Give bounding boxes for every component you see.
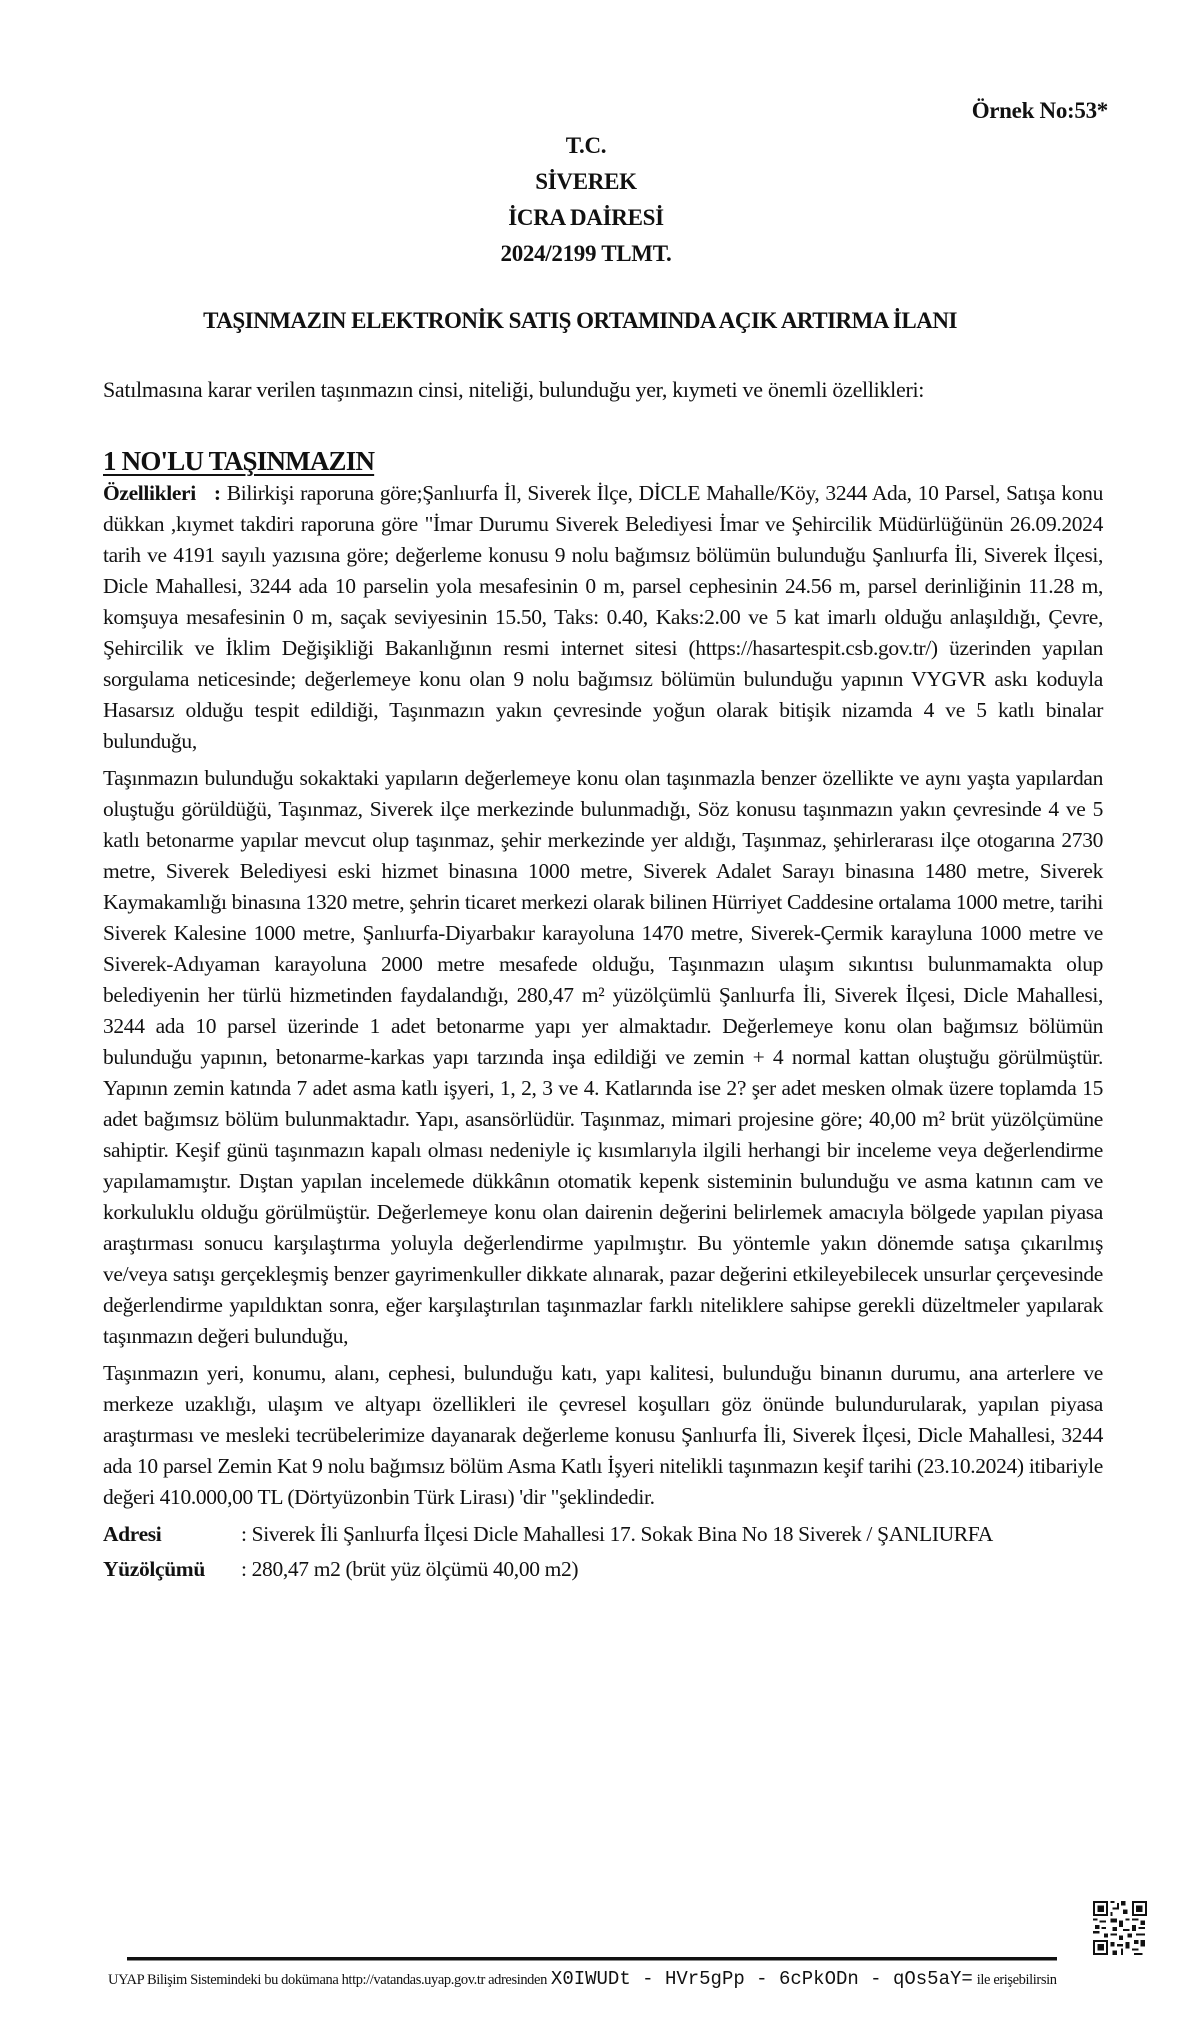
footer-access-code: X0IWUDt - HVr5gPp - 6cPkODn - qOs5aY= [550, 1968, 973, 1990]
document-title: TAŞINMAZIN ELEKTRONİK SATIŞ ORTAMINDA AÇIK ARTIRMA İLANI [203, 308, 957, 333]
header-office: İCRA DAİRESİ [508, 205, 664, 230]
features-colon: : [213, 481, 221, 505]
features-paragraph-2: Taşınmazın bulunduğu sokaktaki yapıların değerlemeye konu olan taşınmazla benzer özellikte ve aynı yaşta yapılardan oluştuğu görüldüğü, Taşınmaz, Siverek ilçe merkezinde bulunmadığı, Söz konusu taşınmazın yakın çevresinde 4 ve 5 katlı betonarme yapılar mevcut olup taşınmaz, şehir merkezinde yer aldığı, Taşınmaz, şehirlerarası ilçe otogarına 2730 metre, Siverek Belediyesi eski hizmet binasına 1000 metre, Siverek Adalet Sarayı binasına 1480 metre, Siverek Kaymakamlığı binasına 1320 metre, şehrin ticaret merkezi olarak bilinen Hürriyet Caddesine ortalama 1000 metre, tarihi Siverek Kalesine 1000 metre, Şanlıurfa-Diyarbakır karayoluna 1470 metre, Siverek-Çermik karayluna 1000 metre ve Siverek-Adıyaman karayoluna 2000 metre mesafede olduğu, Taşınmazın ulaşım sıkıntısı bulunmamakta olup belediyenin her türlü hizmetinden faydalandığı, 280,47 m² yüzölçümlü Şanlıurfa İli, Siverek İlçesi, Dicle Mahallesi, 3244 ada 10 parsel üzerinde 1 adet betonarme yapı yer almaktadır. Değerlemeye konu olan bağımsız bölümün bulunduğu yapının, betonarme-karkas yapı tarzında inşa edildiği ve zemin + 4 normal kattan oluştuğu görülmüştür. Yapının zemin katında 7 adet asma katlı işyeri, 1, 2, 3 ve 4. Katlarında ise 2? şer adet mesken olmak üzere toplamda 15 adet bağımsız bölüm bulunmaktadır. Yapı, asansörlüdür. Taşınmaz, mimari projesine göre; 40,00 m² brüt yüzölçümüne sahiptir. Keşif günü taşınmazın kapalı olması nedeniyle iç kısımlarıyla ilgili herhangi bir inceleme veya değerlendirme yapılamamıştır. Dıştan yapılan incelemede dükkânın otomatik kepenk sisteminin bulunduğu ve asma katının cam ve korkuluklu olduğu görülmüştür. Değerlemeye konu olan dairenin değerini belirlemek amacıyla bölgede yapılan piyasa araştırması sonucu karşılaştırma yoluyla değerlendirme yapılmıştır. Bu yöntemle yakın dönemde satışa çıkarılmış ve/veya satışı gerçekleşmiş benzer gayrimenkuller dikkate alınarak, pazar değerini etkileyebilecek unsurlar çerçevesinde değerlendirme yapıldıktan sonra, eğer karşılaştırılan taşınmazlar farklı niteliklere sahipse gerekli düzeltmeler yapılarak taşınmazın değeri bulunduğu, [103, 766, 1103, 1348]
header-file-number: 2024/2199 TLMT. [500, 241, 672, 266]
area-row [103, 1554, 1103, 1585]
address-row [103, 1519, 1103, 1550]
features-paragraph-3: Taşınmazın yeri, konumu, alanı, cephesi, bulunduğu katı, yapı kalitesi, bulunduğu binanın durumu, ana arterlere ve merkeze uzaklığı, ulaşım ve altyapı özellikleri ile çevresel koşulları göz önünde bulundurularak, yapılan piyasa araştırması ve mesleki tecrübelerimize dayanarak değerleme konusu Şanlıurfa İli, Siverek İlçesi, Dicle Mahallesi, 3244 ada 10 parsel Zemin Kat 9 nolu bağımsız bölüm Asma Katlı İşyeri nitelikli taşınmazın keşif tarihi (23.10.2024) itibariyle değeri 410.000,00 TL (Dörtyüzonbin Türk Lirası) 'dir "şeklindedir. [103, 1361, 1103, 1509]
header-tc: T.C. [565, 133, 607, 158]
intro-text: Satılmasına karar verilen taşınmazın cinsi, niteliği, bulunduğu yer, kıymeti ve önemli özellikleri: [103, 377, 925, 402]
footer [108, 1968, 1068, 1990]
sample-number: Örnek No:53* [971, 98, 1108, 123]
address-value: : Siverek İli Şanlıurfa İlçesi Dicle Mahallesi 17. Sokak Bina No 18 Siverek / ŞANLIURFA [241, 1522, 993, 1546]
qr-code-icon [1093, 1901, 1147, 1955]
address-label: Adresi [103, 1522, 162, 1546]
document-header [0, 128, 1200, 272]
features-paragraph-1 [103, 478, 1103, 757]
footer-rule [127, 1957, 1057, 1961]
area-label: Yüzölçümü [103, 1557, 205, 1581]
footer-suffix: ile erişebilirsin [976, 1972, 1057, 1988]
header-city: SİVEREK [535, 169, 637, 194]
features-text-1: Bilirkişi raporuna göre;Şanlıurfa İl, Siverek İlçe, DİCLE Mahalle/Köy, 3244 Ada, 10 Parsel, Satışa konu dükkan ,kıymet takdiri raporuna göre "İmar Durumu Siverek Belediyesi İmar ve Şehircilik Müdürlüğünün 26.09.2024 tarih ve 4191 sayılı yazısına göre; değerleme konusu 9 nolu bağımsız bölümün bulunduğu Şanlıurfa İli, Siverek İlçesi, Dicle Mahallesi, 3244 ada 10 parselin yola mesafesinin 0 m, parsel cephesinin 24.56 m, parsel derinliğinin 11.28 m, komşuya mesafesinin 0 m, saçak seviyesinin 15.50, Taks: 0.40, Kaks:2.00 ve 5 kat imarlı olduğu anlaşıldığı, Çevre, Şehircilik ve İklim Değişikliği Bakanlığının resmi internet sitesi (https://hasartespit.csb.gov.tr/) üzerinden yapılan sorgulama neticesinde; değerlemeye konu olan 9 nolu bağımsız bölümün bulunduğu yapının VYGVR askı koduyla Hasarsız olduğu tespit edildiği, Taşınmazın yakın çevresinde yoğun olarak bitişik nizamda 4 ve 5 katlı binalar bulunduğu, [103, 481, 1103, 753]
property-heading: 1 NO'LU TAŞINMAZIN [103, 446, 375, 476]
property-section [103, 444, 1103, 1585]
area-value: : 280,47 m2 (brüt yüz ölçümü 40,00 m2) [241, 1557, 579, 1581]
footer-prefix: UYAP Bilişim Sistemindeki bu dokümana http://vatandas.uyap.gov.tr adresinden [108, 1972, 547, 1988]
features-label: Özellikleri [103, 481, 196, 505]
